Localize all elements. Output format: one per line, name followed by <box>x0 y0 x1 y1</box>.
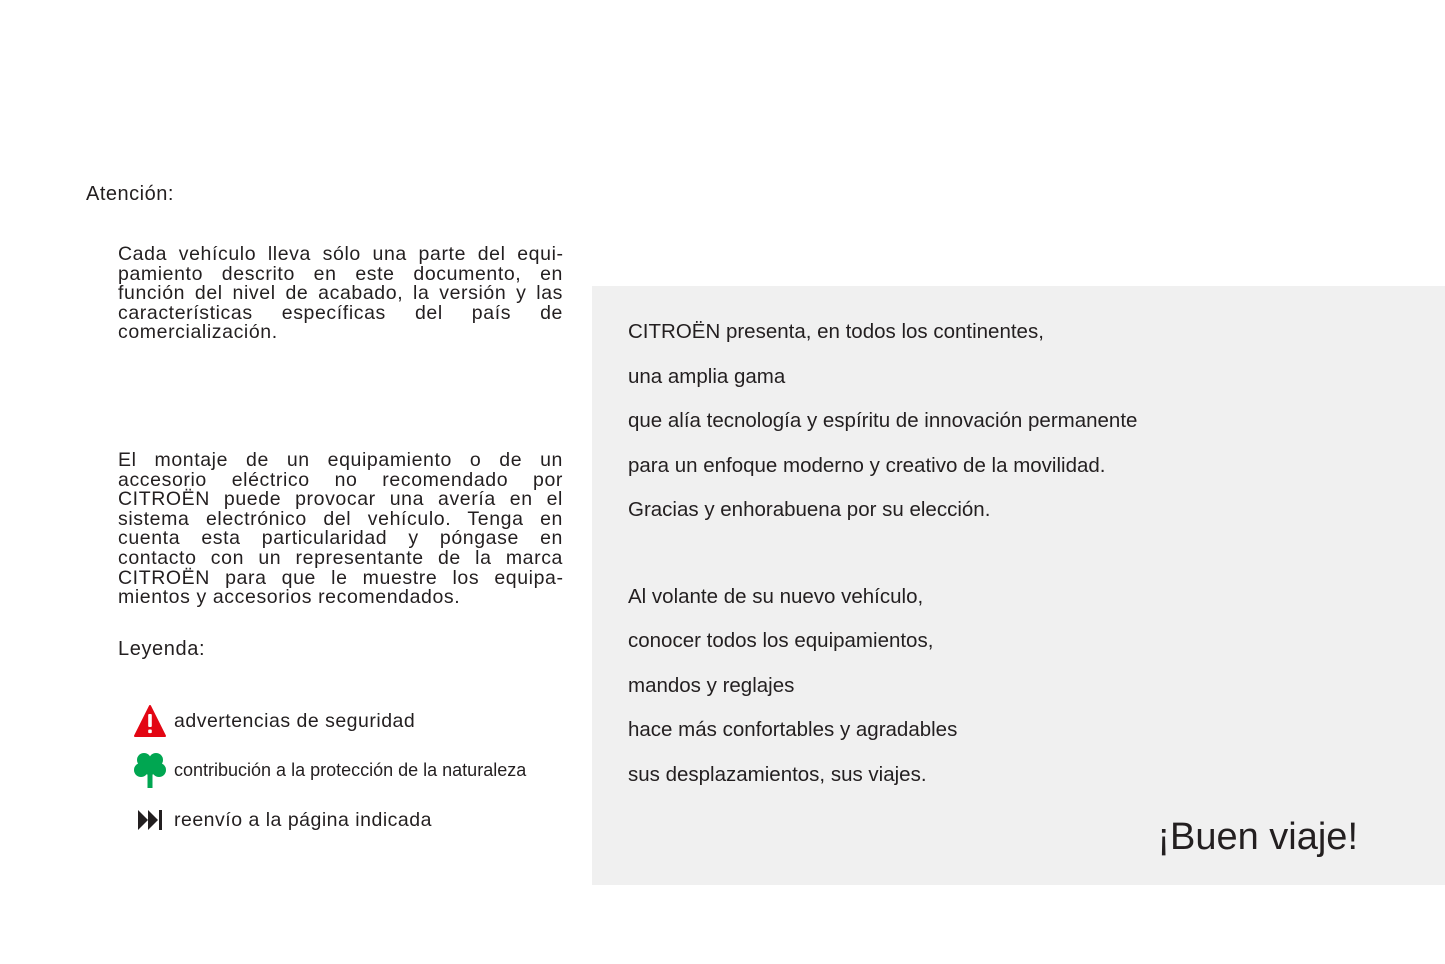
attention-paragraph-equipment: Cada vehículo lleva sólo una parte del equipamiento descrito en este documento, en función del nivel de acabado, la versión y las características específicas del país de comercialización. <box>118 243 563 344</box>
welcome-line: una amplia gama <box>628 365 786 388</box>
welcome-line: que alía tecnología y espíritu de innovación permanente <box>628 409 1138 432</box>
welcome-line: mandos y reglajes <box>628 674 795 697</box>
tree-icon <box>133 753 167 787</box>
legend-item-label: reenvío a la página indicada <box>174 808 432 831</box>
welcome-line: Gracias y enhorabuena por su elección. <box>628 498 991 521</box>
warning-triangle-icon <box>133 704 167 738</box>
welcome-line: sus desplazamientos, sus viajes. <box>628 763 927 786</box>
welcome-line: CITROËN presenta, en todos los continentes, <box>628 320 1044 343</box>
legend-item-safety-warnings <box>133 701 415 741</box>
legend-item-label: contribución a la protección de la naturaleza <box>174 759 527 780</box>
legend-item-page-reference <box>133 800 432 840</box>
closing-greeting: ¡Buen viaje! <box>1157 816 1358 858</box>
legend-heading: Leyenda: <box>118 638 206 660</box>
attention-heading: Atención: <box>86 183 174 205</box>
welcome-line: para un enfoque moderno y creativo de la movilidad. <box>628 454 1106 477</box>
legend-item-environment <box>133 750 526 790</box>
attention-paragraph-accessories: El montaje de un equipamiento o de un accesorio eléctrico no recomendado por CITROËN puede provocar una avería en el sistema electrónico del vehículo. Tenga en cuenta esta particularidad y póngase en contacto con un representante de la marca CITROËN para que le muestre los equipamientos y accesorios recomendados. <box>118 449 563 609</box>
welcome-line: Al volante de su nuevo vehículo, <box>628 585 924 608</box>
page-reference-icon <box>133 803 167 837</box>
welcome-line: hace más confortables y agradables <box>628 718 958 741</box>
welcome-line: conocer todos los equipamientos, <box>628 629 934 652</box>
welcome-panel <box>592 286 1445 885</box>
legend-item-label: advertencias de seguridad <box>174 709 416 732</box>
left-column <box>0 0 590 964</box>
